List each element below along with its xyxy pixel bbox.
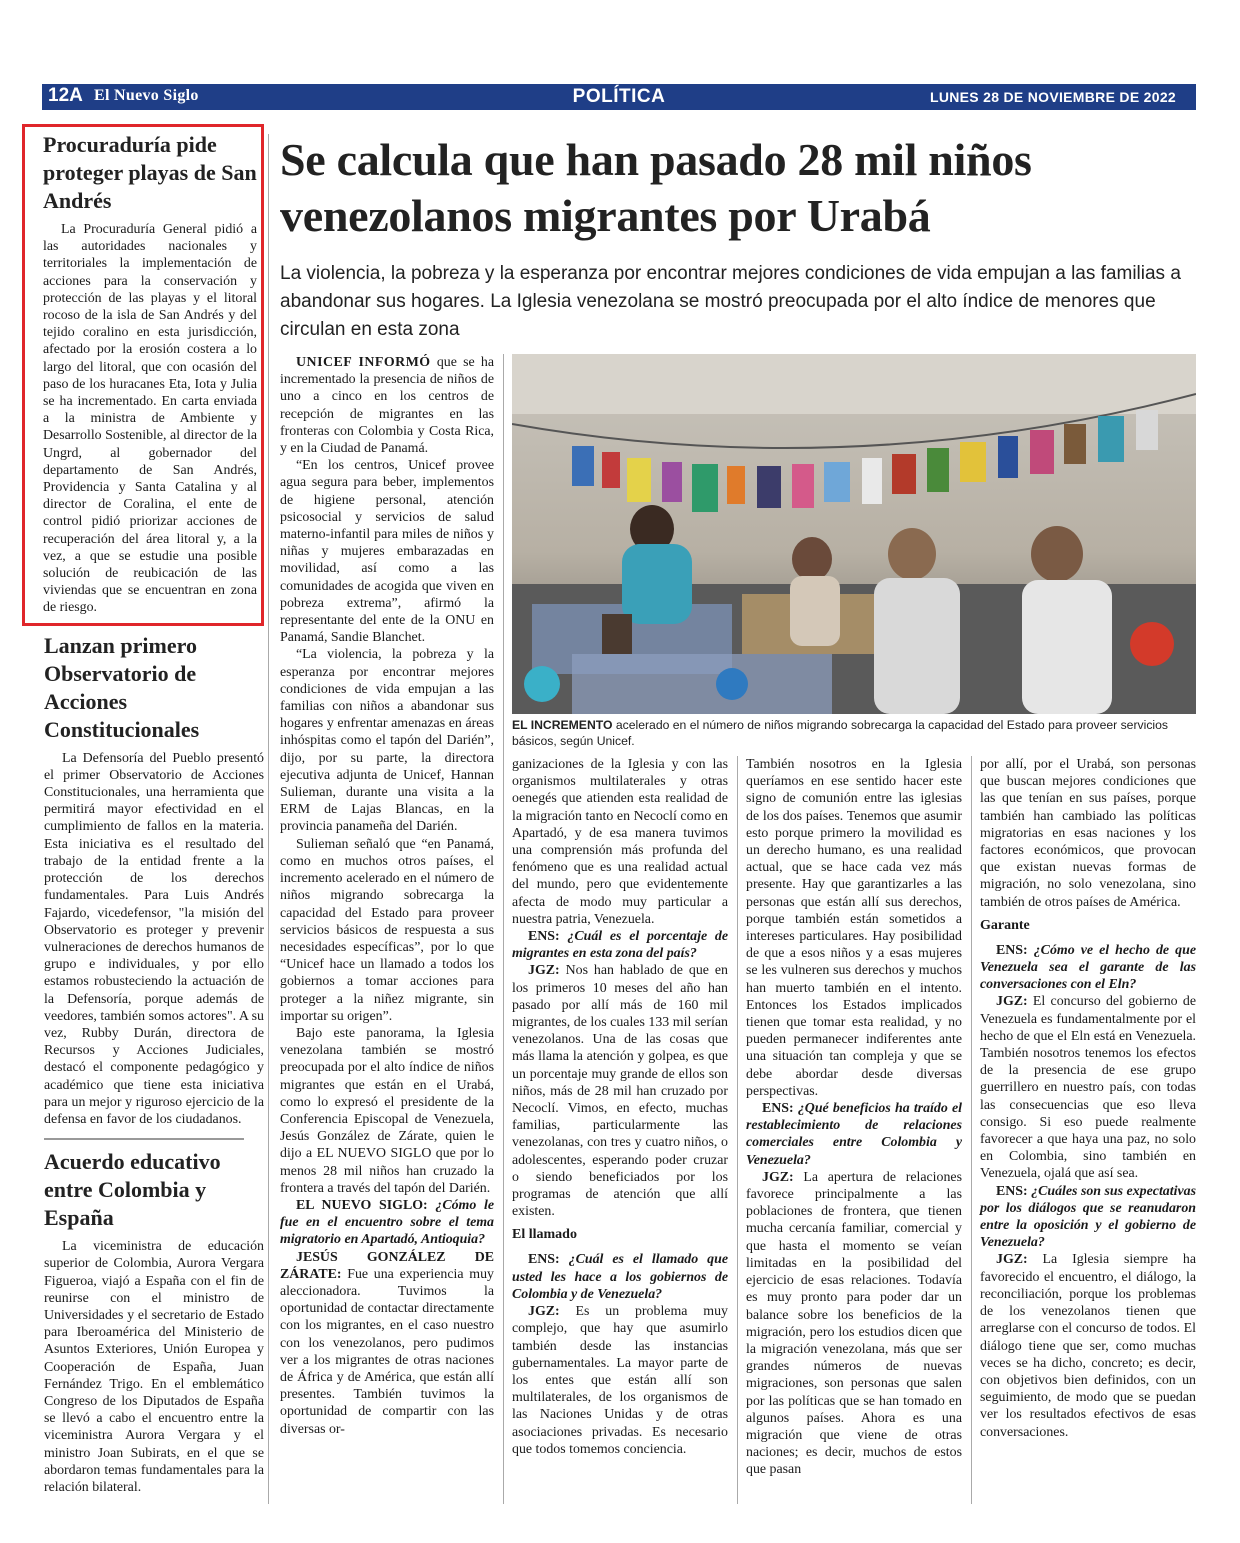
article-column-1 [280,354,494,1438]
article-column-3 [746,756,962,1479]
divider [44,1138,244,1140]
brief-title: Acuerdo educativo entre Colombia y España [44,1149,221,1231]
interview-question: ENS: ¿Cómo ve el hecho de que Venezuela sea el garante de las conversaciones con el Eln? [980,942,1196,993]
brief-body: La viceministra de educación superior de Colombia, Aurora Vergara Figueroa, viajó a España con el fin de reunirse con el ministro de Universidades y el secretario de Estado para Iberoamérica del Ministerio de Asuntos Exteriores, Unión Europea y Cooperación de España, Juan Fernández Trigo. En el emblemático Congreso de los Diputados de España se llevó a cabo el encuentro entre la viceministra Aurora Vergara y el ministro Joan Subirats, en el que se abordaron temas fundamentales para la relación bilateral. [44,1239,264,1495]
paragraph: “La violencia, la pobreza y la esperanza por encontrar mejores condiciones de vida empujan a las familias con niños a abandonar sus hogares y enfrentar amenazas en áreas inhóspitas como el tapón del Darién”, dijo, por su parte, la directora ejecutiva adjunta de Unicef, Hannan Sulieman, durante una visita a la ERM de Lajas Blancas, en la provincia panameña del Darién. [280,647,494,835]
interview-question: ENS: ¿Cuáles son sus expectativas por los diálogos que se reanudaron entre la oposición y el gobierno de Venezuela? [980,1183,1196,1251]
subhead: El llamado [512,1227,577,1243]
issue-date: LUNES 28 DE NOVIEMBRE DE 2022 [930,89,1176,105]
brief-procuraduria [22,124,264,626]
interview-question: EL NUEVO SIGLO: ¿Cómo le fue en el encuentro sobre el tema migratorio en Apartadó, Antioquia? [280,1197,494,1248]
article-lead-in: UNICEF INFORMÓ [296,355,431,370]
article-headline: Se calcula que han pasado 28 mil niños venezolanos migrantes por Urabá [280,134,1032,241]
column-rule [503,354,504,1504]
interview-answer: JGZ: La apertura de relaciones favorece principalmente a las poblaciones de frontera, que tienen mucha cercanía familiar, comercial y que hasta el momento se veían limitadas en la posibilidad del ejercicio de esas relaciones. Todavía es muy pronto para poder dar un balance sobre los beneficios de la migración, pero los estudios dicen que la migración venezolana, más que ser grandes números de nuevas migraciones, son personas que salen por las políticas que se han tomado en algunos países. Ahora es una migración que viene de otras naciones; es decir, muchos de estos que pasan [746,1169,962,1478]
caption-text: acelerado en el número de niños migrando sobrecarga la capacidad del Estado para proveer servicios básicos, según Unicef. [512,718,1168,748]
paragraph: por allí, por el Urabá, son personas que buscan mejores condiciones que las que tenían en sus países, porque también han cambiado las políticas migratorias en esas naciones y los factores económicos, que provocan que existan nuevas formas de migración, no solo venezolana, sino también de otros países de América. [980,757,1196,910]
column-rule [971,756,972,1504]
shelter-photo-illustration [512,354,1196,714]
interview-answer: JGZ: El concurso del gobierno de Venezuela es fundamentalmente por el hecho de que el Eln está en Venezuela. También nosotros tenemos los efectos de la presencia de ese grupo guerrillero en nuestro país, con todas las consecuencias que eso lleva consigo. Si eso puede realmente favorecer a que haya una paz, no solo en Colombia, sino también en Venezuela, ojalá que así sea. [980,994,1196,1182]
interview-answer: JESÚS GONZÁLEZ DE ZÁRATE: Fue una experiencia muy aleccionadora. Tuvimos la oportunidad de contactar directamente con los migrantes, en el caso nuestro con los venezolanos, pero pudimos ver a los migrantes de otras naciones de África y de América, que están allí presentes. También tuvimos la oportunidad de compartir con las diversas or- [280,1249,494,1437]
brief-body: La Defensoría del Pueblo presentó el primer Observatorio de Acciones Constitucionales, una herramienta que permitirá mayor efectividad en el cumplimiento de fallos en la materia. Esta iniciativa es el resultado del trabajo de la entidad frente a la protección de los derechos fundamentales. Para Luis Andrés Fajardo, vicedefensor, "la misión del Observatorio es proteger y prevenir vulneraciones de derechos humanos de grupo e individuales, y por ello estamos robusteciendo la actuación de la Defensoría, porque además de veedores, también somos actores". A su vez, Rubby Durán, directora de Recursos y Acciones Judiciales, destacó el componente pedagógico y académico que tiene esta iniciativa para un mejor y riguroso ejercicio de la defensa en favor de los ciudadanos. [44,750,264,1127]
brief-observatorio [24,632,264,1128]
interview-question: ENS: ¿Cuál es el llamado que usted les hace a los gobiernos de Colombia y de Venezuela? [512,1252,728,1302]
paragraph: “En los centros, Unicef provee agua segura para beber, implementos de higiene personal, atención psicosocial y servicios de salud materno-infantil para miles de niños y niñas y mujeres embarazadas en movilidad, así como a las comunidades de acogida que viven en pobreza extrema”, afirmó la representante del ente de la ONU en Panamá, Sandie Blanchet. [280,458,494,646]
paragraph: que se ha incrementado la presencia de niños de uno a cinco en los centros de recepción de migrantes en las fronteras con Colombia y Costa Rica, y en la Ciudad de Panamá. [280,355,494,457]
masthead: El Nuevo Siglo [94,87,199,104]
column-rule [268,134,269,1504]
article-photo [512,354,1196,714]
article-deck: La violencia, la pobreza y la esperanza por encontrar mejores condiciones de vida empujan a las familias a abandonar sus hogares. La Iglesia venezolana se mostró preocupada por el alto índice de menores que circulan en esta zona [280,263,1181,340]
article-column-4 [980,756,1196,1441]
section-name: POLÍTICA [572,86,666,107]
paragraph: Sulieman señaló que “en Panamá, como en muchos otros países, el incremento acelerado en el número de niños migrando sobrecarga la capacidad del Estado para proveer servicios básicos de respuesta a sus necesidades específicas”, por lo que “Unicef hace un llamado a todos los gobiernos a tomar acciones para proteger a la niñez migrante, sin importar su origen”. [280,836,494,1024]
brief-acuerdo-educativo [24,1148,264,1496]
subhead: Garante [980,917,1030,933]
caption-lead: EL INCREMENTO [512,718,613,732]
paragraph: También nosotros en la Iglesia queríamos en ese sentido hacer este signo de comunión entre las iglesias de los dos países. Tenemos que asumir esto porque primero la movilidad es un derecho humano, es una realidad actual, que se hace cada vez más presente. Hay que garantizarles a las personas que están allí sus derechos, porque también están sometidos a intereses particulares. Hay posibilidad de que a esos niños y a esas mujeres se les vulneren sus derechos y muchos han muerto también en el intento. Entonces los Estados implicados tienen que tomar esta realidad, y no pueden permanecer indiferentes ante una situación tan compleja y que se debe abordar desde diversas perspectivas. [746,757,962,1099]
paragraph: Bajo este panorama, la Iglesia venezolana también se mostró preocupada por el alto índice de niños migrantes que están en el Urabá, como lo expresó el presidente de la Conferencia Episcopal de Venezuela, Jesús González de Zárate, quien le dijo a EL NUEVO SIGLO que por lo menos 28 mil niños han cruzado la frontera a través del tapón del Darién. [280,1025,494,1196]
interview-answer: JGZ: Es un problema muy complejo, que hay que asumirlo también desde las instancias gubernamentales. La mayor parte de los entes que están allí son multilaterales, de los organismos de las Naciones Unidas y de otras asociaciones privadas. Es necesario que todos tomemos conciencia. [512,1304,728,1457]
brief-title: Lanzan primero Observatorio de Acciones Constitucionales [44,632,200,742]
section-header-bar [42,84,1196,110]
brief-body: La Procuraduría General pidió a las autoridades nacionales y territoriales la implementación de acciones para la conservación y protección de las playas y el litoral rocoso de la isla de San Andrés y del tejido coralino en esta jurisdicción, afectado por la erosión costera a lo largo del litoral, que con ocasión del paso de los huracanes Eta, Iota y Julia se ha incrementado. En carta enviada a la ministra de Ambiente y Desarrollo Sostenible, al director de la Ungrd, al gobernador del departamento de San Andrés, Providencia y Santa Catalina y al director de Coralina, el ente de control pidió priorizar acciones de recuperación del área litoral y, a la vez, a que se estudie una posible solución de reubicación de las viviendas que se encuentran en zona de riesgo. [43,222,257,616]
column-rule [737,756,738,1504]
photo-caption [512,717,1196,749]
brief-title: Procuraduría pide proteger playas de San Andrés [43,132,257,213]
article-column-2 [512,756,728,1458]
paragraph: ganizaciones de la Iglesia y con las organismos multilaterales y otras oenegés que atienden esta realidad de la migración tanto en Necoclí como en Apartadó, y de esa manera tuvimos una comprensión más profunda del fenómeno que es una realidad actual del mundo, pero que evidentemente afecta de modo muy particular a nuestra patria, Venezuela. [512,757,728,927]
page-number: 12A [48,85,83,106]
interview-answer: JGZ: La Iglesia siempre ha favorecido el encuentro, el diálogo, la reconciliación, porque los problemas de los venezolanos tienen que arreglarse con el concurso de todos. El diálogo tiene que ser, como muchas veces se ha dicho, concreto; es decir, con objetivos bien definidos, con un seguimiento, de modo que se puedan ver los resultados efectivos de esas conversaciones. [980,1252,1196,1440]
interview-question: ENS: ¿Qué beneficios ha traído el restablecimiento de relaciones comerciales entre Colombia y Venezuela? [746,1101,962,1168]
interview-answer: JGZ: Nos han hablado de que en los primeros 10 meses del año han pasado por allí más de 160 mil migrantes, de los cuales 133 mil serían venezolanos. Una de las cosas que más llama la atención y golpea, es que un porcentaje muy grande de ellos son niños, más de 28 mil han cruzado por Necoclí. Vimos, en efecto, muchas familias, particularmente las venezolanas, con tres y cuatro niños, o adolescentes, esperando poder cruzar o siendo beneficiados por los programas de atención que allí existen. [512,963,728,1220]
briefs-column [24,124,264,1496]
interview-question: ENS: ¿Cuál es el porcentaje de migrantes en esta zona del país? [512,929,728,962]
